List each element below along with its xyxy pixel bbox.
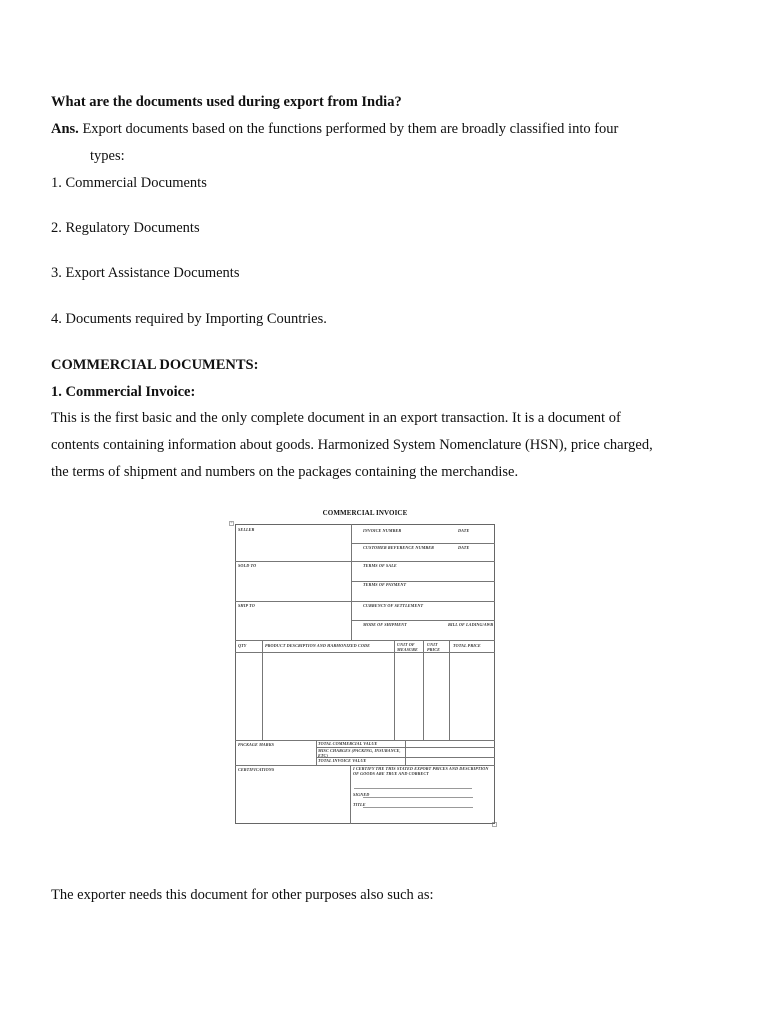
field-seller: SELLER xyxy=(238,527,255,532)
title-line xyxy=(363,807,473,808)
divider xyxy=(350,765,351,824)
divider xyxy=(262,640,263,740)
field-total-commercial-value: TOTAL COMMERCIAL VALUE xyxy=(318,741,378,746)
field-customer-reference: CUSTOMER REFERENCE NUMBER xyxy=(363,545,435,550)
field-mode-of-shipment: MODE OF SHIPMENT xyxy=(363,622,407,627)
field-title: TITLE xyxy=(353,802,366,807)
col-total-price: TOTAL PRICE xyxy=(453,643,481,648)
question-heading: What are the documents used during export from India? xyxy=(51,94,402,110)
divider xyxy=(394,640,395,740)
move-handle-icon: + xyxy=(230,521,233,526)
divider xyxy=(449,640,450,740)
invoice-frame xyxy=(235,524,495,824)
field-certifications: CERTIFICATIONS xyxy=(238,767,275,772)
answer-line-1 xyxy=(51,120,618,138)
field-terms-of-payment: TERMS OF PAYMENT xyxy=(363,582,407,587)
col-product-description: PRODUCT DESCRIPTION AND HARMONIZED CODE xyxy=(265,643,370,648)
field-sold-to: SOLD TO xyxy=(238,563,257,568)
divider xyxy=(316,740,317,765)
paragraph-line: This is the first basic and the only complete document in an export transaction. It is a document of xyxy=(51,410,621,426)
paragraph-line: contents containing information about goods. Harmonized System Nomenclature (HSN), price charged, xyxy=(51,437,653,453)
field-ship-to: SHIP TO xyxy=(238,603,255,608)
divider xyxy=(235,640,495,641)
divider xyxy=(351,524,352,640)
list-item: 1. Commercial Documents xyxy=(51,175,207,191)
field-signed: SIGNED xyxy=(353,792,370,797)
field-date: DATE xyxy=(458,545,470,550)
field-certify-statement: I CERTIFY THE THIS STATED EXPORT PRICES AND DESCRIPTION OF GOODS ARE TRUE AND CORRECT xyxy=(353,766,489,776)
field-terms-of-sale: TERMS OF SALE xyxy=(363,563,397,568)
list-item: 3. Export Assistance Documents xyxy=(51,265,240,281)
list-item: 4. Documents required by Importing Countries. xyxy=(51,311,327,327)
field-package-marks: PACKAGE MARKS xyxy=(238,742,275,747)
divider xyxy=(235,561,351,562)
divider xyxy=(235,652,495,653)
col-unit-price: UNIT PRICE xyxy=(427,642,441,652)
answer-line-2: types: xyxy=(90,148,125,164)
subsection-heading: 1. Commercial Invoice: xyxy=(51,384,196,400)
divider xyxy=(351,620,495,621)
col-unit-measure: UNIT OF MEASURE xyxy=(397,642,418,652)
field-total-invoice-value: TOTAL INVOICE VALUE xyxy=(318,758,367,763)
divider xyxy=(423,640,424,740)
answer-text: Export documents based on the functions performed by them are broadly classified into four xyxy=(78,121,619,137)
section-heading: COMMERCIAL DOCUMENTS: xyxy=(51,357,259,373)
signature-line xyxy=(354,788,472,789)
field-misc-charges: MISC CHARGES (PACKING, INSURANCE, ETC) xyxy=(318,748,401,758)
signed-line xyxy=(363,797,473,798)
divider xyxy=(235,601,351,602)
paragraph-line: the terms of shipment and numbers on the packages containing the merchandise. xyxy=(51,464,519,480)
divider xyxy=(351,601,495,602)
divider xyxy=(351,561,495,562)
divider xyxy=(351,543,495,544)
field-currency: CURRENCY OF SETTLEMENT xyxy=(363,603,424,608)
field-bill-of-lading: BILL OF LADING/AWB xyxy=(448,622,494,627)
invoice-title: COMMERCIAL INVOICE xyxy=(322,509,408,517)
col-qty: QTY xyxy=(238,643,247,648)
commercial-invoice-form xyxy=(229,507,501,831)
answer-label: Ans. xyxy=(51,121,79,137)
divider xyxy=(405,740,406,765)
list-item: 2. Regulatory Documents xyxy=(51,220,200,236)
field-date: DATE xyxy=(458,528,470,533)
field-invoice-number: INVOICE NUMBER xyxy=(363,528,402,533)
closing-text: The exporter needs this document for other purposes also such as: xyxy=(51,887,434,903)
